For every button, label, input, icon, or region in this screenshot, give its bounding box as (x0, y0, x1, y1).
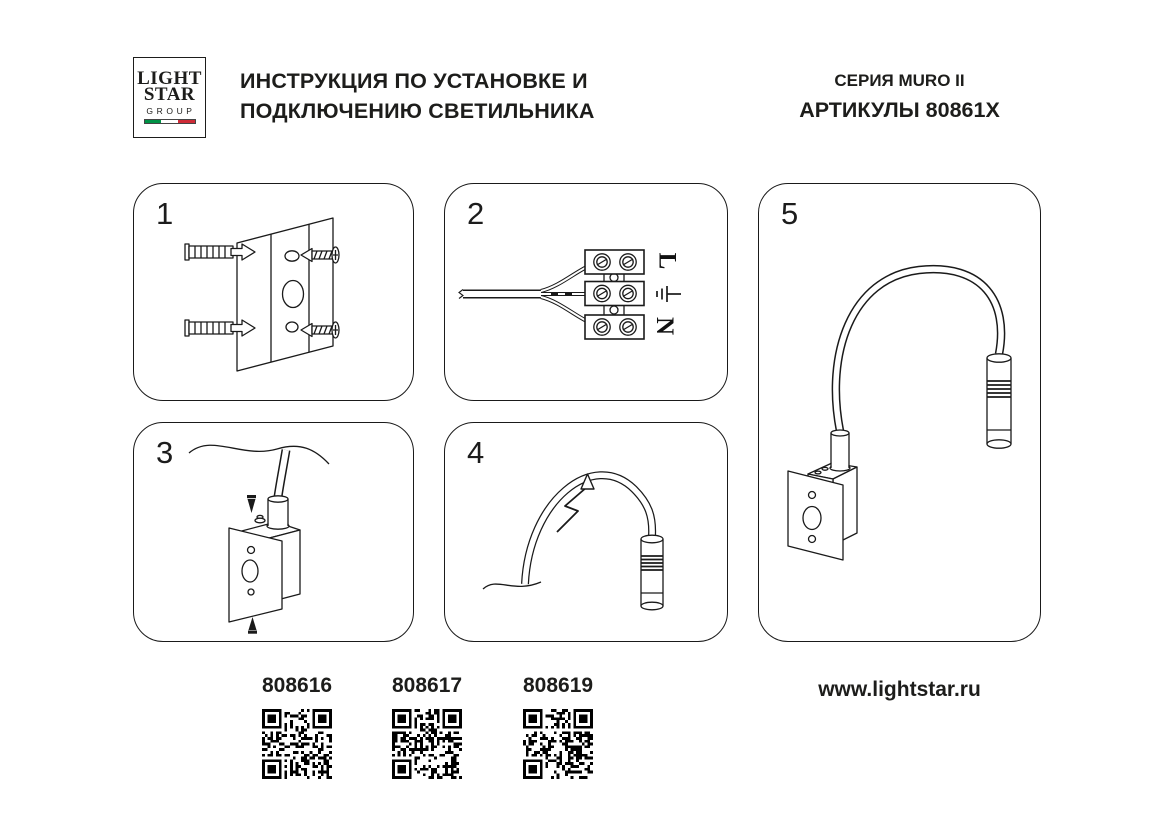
series-name: СЕРИЯ MURO II (834, 71, 965, 90)
lightstar-logo (133, 57, 206, 138)
step4-panel (444, 422, 728, 642)
step5-number: 5 (781, 196, 799, 231)
step4-number: 4 (467, 435, 485, 470)
fixing-screw-bottom (248, 617, 257, 634)
wall-anchor-top (185, 244, 255, 260)
qr-code-808617 (392, 709, 462, 779)
page-title-line1: ИНСТРУКЦИЯ ПО УСТАНОВКЕ И (240, 69, 588, 93)
article-block-808617 (392, 674, 462, 779)
step1-diagram-mounting-plate (134, 184, 415, 402)
step1-panel (133, 183, 414, 401)
earth-ground-icon (657, 286, 681, 302)
page-title (240, 66, 595, 126)
terminal-label-neutral: N (651, 316, 679, 336)
step2-number: 2 (467, 196, 485, 231)
flag-white-segment (161, 120, 178, 123)
qr-code-808619 (523, 709, 593, 779)
step2-diagram-wiring (445, 184, 729, 402)
lamp-head (987, 354, 1011, 448)
page-title-line2: ПОДКЛЮЧЕНИЮ СВЕТИЛЬНИКА (240, 99, 595, 123)
article-code: 808619 (523, 674, 594, 697)
article-code: 808617 (392, 674, 463, 697)
step5-diagram-assembled-lamp (759, 184, 1042, 643)
step3-diagram-base-mounting (134, 423, 415, 643)
step1-number: 1 (156, 196, 174, 231)
qr-code-808616 (262, 709, 332, 779)
step3-number: 3 (156, 435, 174, 470)
wall-anchor-bottom (185, 320, 255, 336)
logo-text-star: STAR (143, 84, 196, 105)
articles-heading: АРТИКУЛЫ 80861X (799, 98, 1000, 122)
logo-text-group: GROUP (146, 106, 196, 116)
step2-panel (444, 183, 728, 401)
fixing-screw-top (247, 495, 256, 513)
lamp-head (641, 535, 663, 610)
step4-diagram-flexible-arm (445, 423, 729, 643)
step3-panel (133, 422, 414, 642)
terminal-label-live: L (653, 252, 681, 270)
flag-red-segment (178, 120, 195, 123)
italian-flag-bar (144, 119, 196, 124)
flag-green-segment (145, 120, 162, 123)
article-block-808616 (262, 674, 332, 779)
logo-text-light: LIGHT (137, 68, 202, 89)
step5-panel (758, 183, 1041, 642)
article-code: 808616 (262, 674, 333, 697)
article-block-808619 (523, 674, 593, 779)
website-url: www.lightstar.ru (818, 678, 981, 701)
